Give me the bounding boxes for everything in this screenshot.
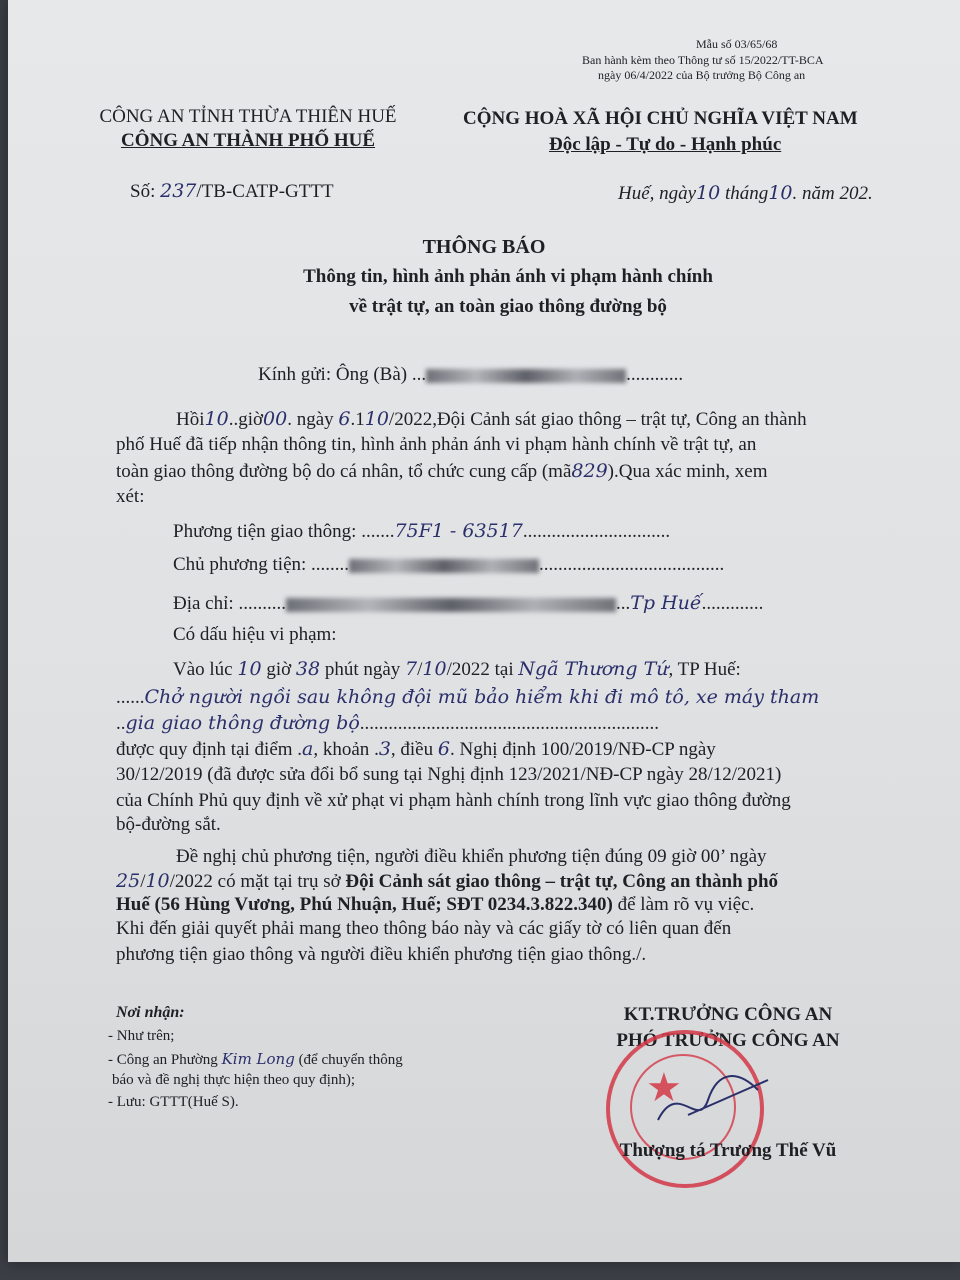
paragraph1-line2: phố Huế đã tiếp nhận thông tin, hình ảnh phản ánh vi phạm hành chính về trật tự, an <box>116 434 757 455</box>
vehicle-label: Phương tiện giao thông: <box>173 521 357 542</box>
recipients-item2b: (để chuyển thông <box>298 1052 403 1068</box>
handwritten-signature <box>648 1060 778 1140</box>
v-desc2: gia giao thông đường bộ <box>125 712 360 734</box>
v-desc1: Chở người ngồi sau không đội mũ bảo hiểm khi đi mô tô, xe máy tham <box>144 686 820 708</box>
form-number: Mẫu số 03/65/68 <box>696 37 778 51</box>
owner-label: Chủ phương tiện: <box>173 554 307 575</box>
document-page <box>8 0 960 1262</box>
v-place: Ngã Thương Tứ <box>518 658 669 680</box>
v-reg-c: , điều <box>390 739 434 760</box>
v-point: a <box>302 738 314 760</box>
agency-parent: CÔNG AN TỈNH THỪA THIÊN HUẾ <box>99 106 397 127</box>
v-hour: 10 <box>237 658 262 680</box>
v-vao-luc: Vào lúc <box>173 659 233 680</box>
date-month: 10 <box>768 182 793 204</box>
request-line3 <box>116 892 754 918</box>
field-address: Địa chỉ: .......... ...Tp Huế............. <box>173 592 764 614</box>
p1-code: 829 <box>571 460 608 482</box>
request-line4: Khi đến giải quyết phải mang theo thông báo này và các giấy tờ có liên quan đến <box>116 918 732 939</box>
address-label: Địa chỉ: <box>173 593 234 614</box>
recipients-item2 <box>108 1050 403 1069</box>
redacted-address <box>286 598 616 612</box>
violation-line-b: 30/12/2019 (đã được sửa đổi bổ sung tại Nghị định 123/2021/NĐ-CP ngày 28/12/2021) <box>116 764 782 785</box>
redacted-owner <box>349 559 539 573</box>
violation-desc1: ......Chở người ngồi sau không đội mũ bảo hiểm khi đi mô tô, xe máy tham <box>116 686 820 708</box>
doc-number-suffix: /TB-CATP-GTTT <box>196 181 334 202</box>
recipients-item2c: báo và đề nghị thực hiện theo quy định); <box>112 1072 356 1088</box>
p1-line3a: toàn giao thông đường bộ do cá nhân, tổ chức cung cấp (mã <box>116 461 572 482</box>
signer-name: Thượng tá Trương Thế Vũ <box>619 1140 837 1161</box>
date-day: 10 <box>696 182 721 204</box>
v-clause: 3 <box>378 738 391 760</box>
request-line2: 25/10/2022 có mặt tại trụ sở Đội Cảnh sát giao thông – trật tự, Công an thành phố <box>116 870 779 892</box>
v-year-tai: /2022 tại <box>446 659 514 680</box>
p1-month: 10 <box>364 408 389 430</box>
v-reg-d: . Nghị định 100/2019/NĐ-CP ngày <box>449 739 716 760</box>
r-line2a: /2022 có mặt tại trụ sở <box>169 871 341 892</box>
paragraph1-line4: xét: <box>116 486 145 507</box>
date-year: . năm 202. <box>792 183 873 204</box>
recipients-title: Nơi nhận: <box>116 1004 185 1021</box>
paragraph1-line1 <box>176 406 807 433</box>
date-prefix: Huế, ngày <box>618 183 697 204</box>
violation-line1: Vào lúc 10 giờ 38 phút ngày 7/10/2022 tại Ngã Thương Tứ, TP Huế: <box>173 658 741 680</box>
r-month: 10 <box>145 870 170 892</box>
recipient-dots: ... <box>411 364 427 385</box>
p1-hour: 10 <box>204 408 229 430</box>
v-reg-a: được quy định tại điểm <box>116 739 293 760</box>
v-phut-ngay: phút ngày <box>324 659 401 680</box>
v-reg-b: , khoản <box>313 739 370 760</box>
doc-number-label: Số: <box>130 181 156 202</box>
p1-line3b: ).Qua xác minh, xem <box>607 461 768 482</box>
p1-hoi: Hồi <box>176 409 205 430</box>
recipient-trailing-dots: ............ <box>626 364 684 385</box>
violation-line-d: bộ-đường sắt. <box>116 814 221 835</box>
doc-date <box>618 182 873 205</box>
nation-title: CỘNG HOÀ XÃ HỘI CHỦ NGHĨA VIỆT NAM <box>463 108 858 129</box>
doc-subtitle-line1: Thông tin, hình ảnh phản ánh vi phạm hành chính <box>303 266 713 287</box>
recipients-ward-handwritten: Kim Long <box>221 1050 295 1068</box>
violation-line-c: của Chính Phủ quy định về xử phạt vi phạm hành chính trong lĩnh vực giao thông đường <box>116 790 791 811</box>
doc-number-handwritten: 237 <box>160 180 197 202</box>
agency-name: CÔNG AN THÀNH PHỐ HUẾ <box>120 130 376 151</box>
recipients-item3: - Lưu: GTTT(Huế S). <box>108 1094 239 1110</box>
p1-rest: /2022,Đội Cảnh sát giao thông – trật tự, Công an thành <box>388 409 807 430</box>
motto: Độc lập - Tự do - Hạnh phúc <box>549 134 782 155</box>
recipients-item1: - Như trên; <box>108 1028 175 1044</box>
recipient-label: Kính gửi: Ông (Bà) <box>258 364 408 385</box>
v-city: , TP Huế: <box>668 659 741 680</box>
signature-role1: KT.TRƯỞNG CÔNG AN <box>623 1004 833 1025</box>
date-month-label: tháng <box>725 183 769 204</box>
recipients-item2a: - Công an Phường <box>108 1052 218 1068</box>
violation-desc2: ..gia giao thông đường bộ............................................................... <box>116 712 660 734</box>
signature-role2: PHÓ TRƯỞNG CÔNG AN <box>616 1030 840 1051</box>
request-line1: Đề nghị chủ phương tiện, người điều khiển phương tiện đúng 09 giờ 00’ ngày <box>176 846 767 867</box>
v-month: 10 <box>422 658 447 680</box>
p1-sep: .1 <box>350 409 365 430</box>
redacted-name <box>426 369 626 383</box>
r-line3b: để làm rõ vụ việc. <box>617 894 755 915</box>
request-line5: phương tiện giao thông và người điều khiển phương tiện giao thông./. <box>116 944 647 965</box>
doc-title: THÔNG BÁO <box>422 236 546 258</box>
r-line2-bold: Đội Cảnh sát giao thông – trật tự, Công an thành phố <box>345 871 779 892</box>
v-article: 6 <box>437 738 450 760</box>
p1-ngay: . ngày <box>287 409 334 430</box>
field-violation-label: Có dấu hiệu vi phạm: <box>173 624 337 645</box>
doc-number <box>130 180 334 203</box>
p1-minute: 00 <box>263 408 288 430</box>
form-issued-line1: Ban hành kèm theo Thông tư số 15/2022/TT-BCA <box>582 53 824 67</box>
p1-gio: ..giờ <box>228 409 264 430</box>
p1-day: 6 <box>338 408 351 430</box>
v-gio: giờ <box>266 659 292 680</box>
address-handwritten: Tp Huế <box>630 592 702 614</box>
r-day: 25 <box>116 870 141 892</box>
doc-subtitle-line2: về trật tự, an toàn giao thông đường bộ <box>349 296 667 317</box>
recipient-line <box>258 362 683 388</box>
violation-reg-line: được quy định tại điểm .a, khoản .3, điều 6. Nghị định 100/2019/NĐ-CP ngày <box>116 738 716 760</box>
seal-star-icon: ★ <box>646 1065 682 1110</box>
v-day: 7 <box>405 658 418 680</box>
field-owner: Chủ phương tiện: ........ ....................................... <box>173 554 725 575</box>
field-vehicle: Phương tiện giao thông: .......75F1 - 63517............................... <box>173 520 671 542</box>
v-minute: 38 <box>295 658 321 680</box>
r-line3-bold: Huế (56 Hùng Vương, Phú Nhuận, Huế; SĐT 0234.3.822.340) <box>116 894 613 915</box>
paragraph1-line3 <box>116 458 768 485</box>
vehicle-value: 75F1 - 63517 <box>394 520 523 542</box>
form-issued-line2: ngày 06/4/2022 của Bộ trưởng Bộ Công an <box>598 68 806 82</box>
